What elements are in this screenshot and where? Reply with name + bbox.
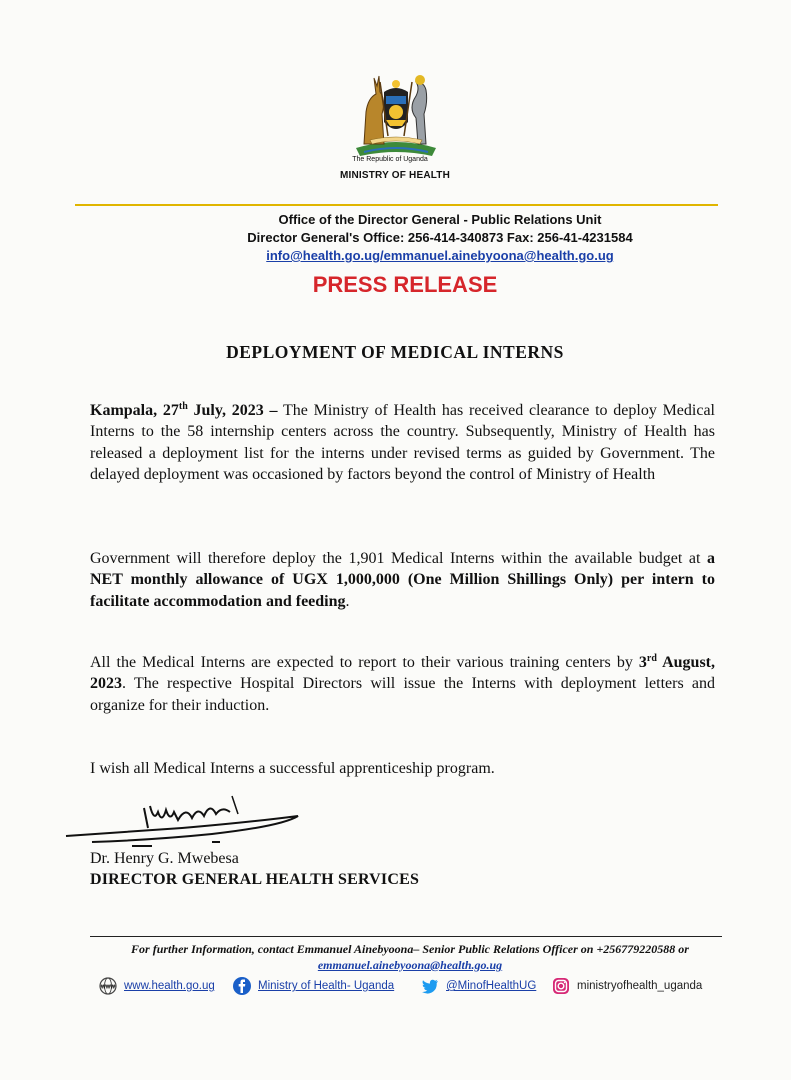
dateline-month-year: July, 2023 – <box>187 402 278 419</box>
paragraph-announcement <box>90 400 715 485</box>
www-globe-icon <box>98 976 118 996</box>
social-instagram[interactable] <box>551 976 702 996</box>
instagram-icon <box>551 976 571 996</box>
facebook-link[interactable]: Ministry of Health- Uganda <box>258 980 395 992</box>
social-facebook[interactable] <box>232 976 394 996</box>
paragraph-wishes: I wish all Medical Interns a successful apprenticeship program. <box>90 760 495 777</box>
header-divider <box>75 204 718 206</box>
paragraph-allowance <box>90 548 715 612</box>
paragraph-reporting <box>90 652 715 716</box>
signature-icon <box>62 792 302 852</box>
footer-divider <box>90 936 722 937</box>
reporting-day-suffix: rd <box>646 653 657 664</box>
allowance-bold-text: a NET monthly allowance of UGX 1,000,000 (One Million Shillings Only) per intern to facilitate accommodation and feeding <box>90 550 715 610</box>
office-unit-line: Office of the Director General - Public Relations Unit <box>278 212 602 227</box>
www-icon-text: WWW <box>100 984 116 991</box>
press-release-heading: PRESS RELEASE <box>312 272 498 297</box>
social-twitter[interactable] <box>420 976 536 996</box>
twitter-link[interactable]: @MinofHealthUG <box>446 980 537 992</box>
dateline-bold <box>90 402 278 419</box>
signatory-title: DIRECTOR GENERAL HEALTH SERVICES <box>90 871 420 888</box>
footer-contact-text: For further Information, contact Emmanuel Ainebyoona– Senior Public Relations Officer on +256779220588 or <box>131 942 689 956</box>
facebook-icon <box>232 976 252 996</box>
dateline-suffix: th <box>178 401 188 412</box>
instagram-handle[interactable]: ministryofhealth_uganda <box>577 980 703 992</box>
paragraph-reporting-end: . The respective Hospital Directors will issue the Interns with deployment letters and organize for their induction. <box>90 675 715 714</box>
twitter-icon <box>420 976 440 996</box>
paragraph-reporting-text: All the Medical Interns are expected to report to their various training centers by <box>90 654 639 671</box>
reporting-day: 3 <box>638 654 647 671</box>
paragraph-allowance-end: . <box>345 592 350 610</box>
office-phone-line: Director General's Office: 256-414-340873 Fax: 256-41-4231584 <box>247 230 633 245</box>
coat-of-arms-icon <box>346 64 446 160</box>
footer-email-link[interactable]: emmanuel.ainebyoona@health.go.ug <box>317 958 503 972</box>
dateline-day: Kampala, 27 <box>90 402 179 419</box>
footer-contact <box>90 941 730 973</box>
reporting-month-year: August, 2023 <box>90 654 716 693</box>
signatory-name: Dr. Henry G. Mwebesa <box>90 850 239 867</box>
republic-label: The Republic of Uganda <box>352 156 428 163</box>
website-link[interactable]: www.health.go.ug <box>124 980 215 992</box>
paragraph-announcement-text: The Ministry of Health has received clearance to deploy Medical Interns to the 58 internship centers across the country. Subsequently, Ministry of Health has released a deployment list for the interns under revised terms as guided by Government. The delayed deployment was occasioned by factors beyond the control of Ministry of Health <box>90 402 715 483</box>
paragraph-allowance-text: Government will therefore deploy the 1,901 Medical Interns within the available budget at <box>90 550 707 567</box>
ministry-label: MINISTRY OF HEALTH <box>339 170 451 181</box>
document-title: DEPLOYMENT OF MEDICAL INTERNS <box>226 342 564 362</box>
office-email-link[interactable]: info@health.go.ug/emmanuel.ainebyoona@health.go.ug <box>266 248 614 263</box>
office-contact-block <box>230 211 650 265</box>
social-website[interactable] <box>98 976 215 996</box>
